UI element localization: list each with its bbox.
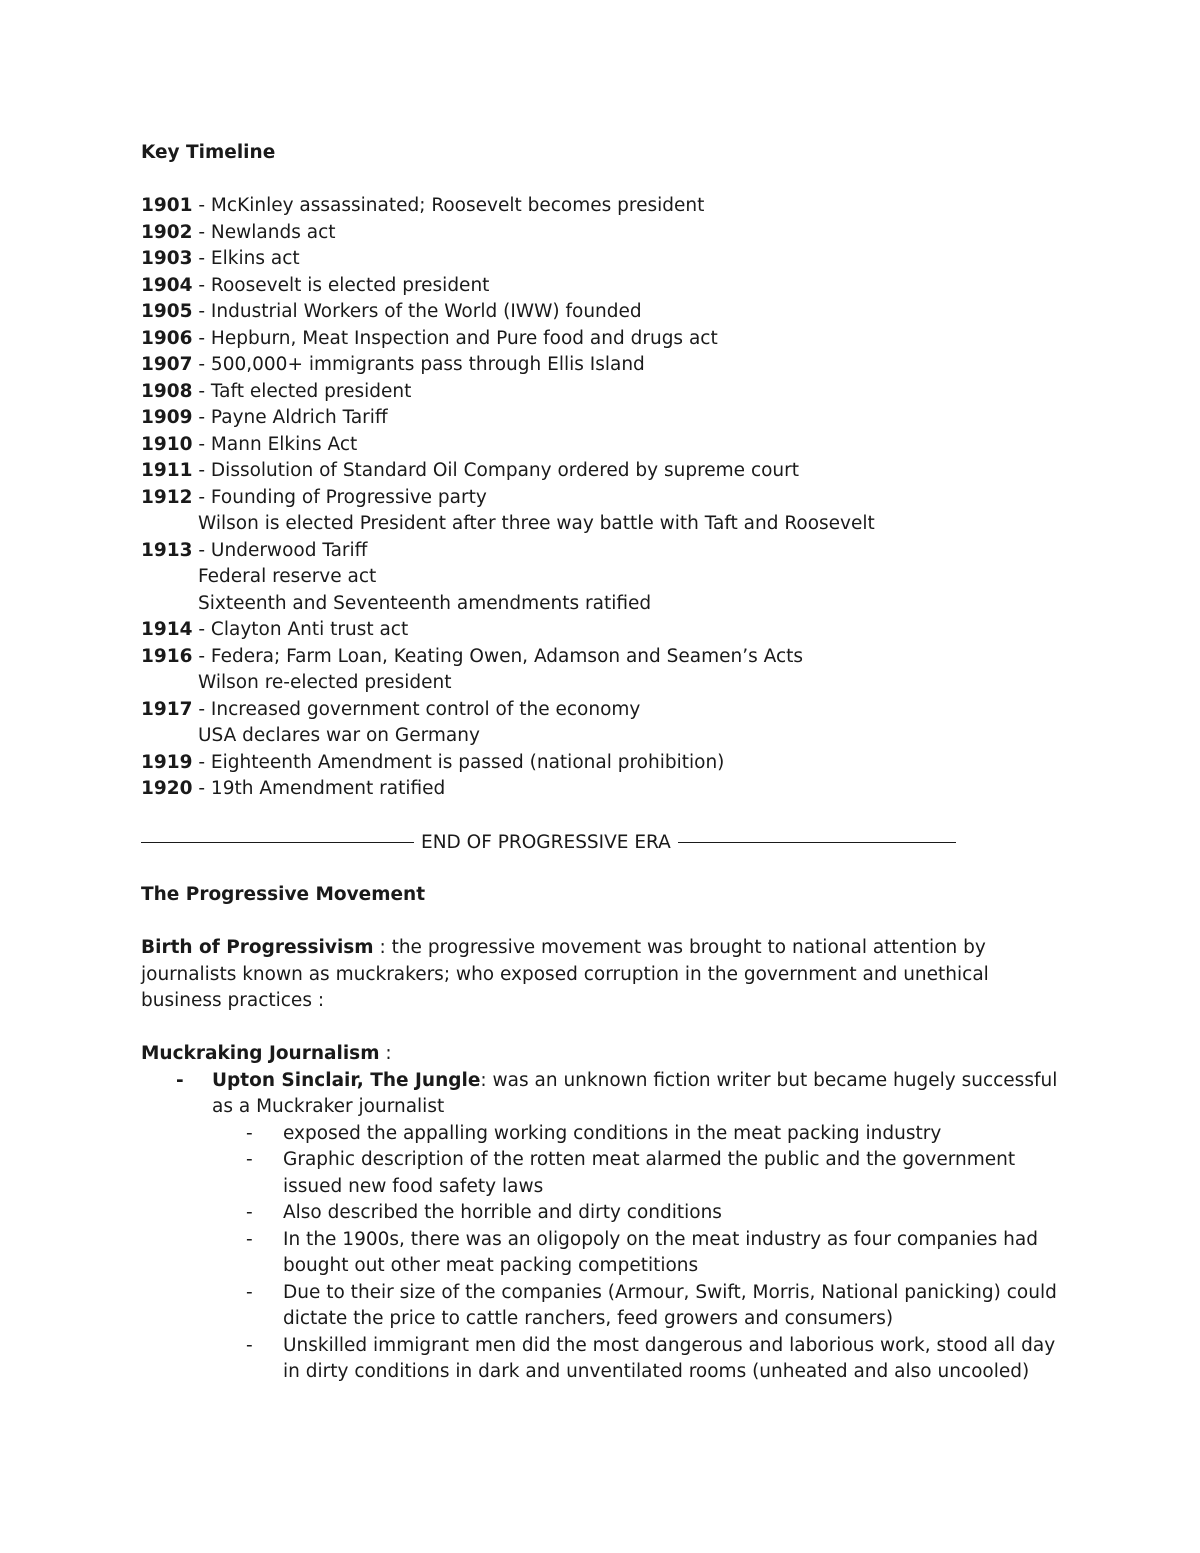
list-item	[141, 1068, 1071, 1121]
timeline-year: 1901	[141, 195, 193, 216]
timeline-text: - Founding of Progressive party	[192, 486, 487, 508]
timeline-year: 1920	[141, 778, 193, 799]
timeline-entry	[141, 326, 1071, 353]
sub-bullet-marker: -	[246, 1334, 253, 1356]
item-term: Upton Sinclair, The Jungle	[212, 1069, 481, 1091]
sub-item-text: exposed the appalling working conditions in the meat packing industry	[283, 1122, 942, 1144]
divider-label: END OF PROGRESSIVE ERA	[421, 831, 671, 853]
sub-item-text: In the 1900s, there was an oligopoly on the meat industry as four companies had bought out other meat packing competitions	[283, 1228, 1038, 1276]
bullet-marker: -	[176, 1069, 184, 1091]
spacer	[141, 1015, 1071, 1042]
muckraking-heading	[141, 1041, 1071, 1068]
timeline-year: 1902	[141, 221, 193, 243]
timeline-entry	[141, 379, 1071, 406]
divider-rule-left	[141, 842, 414, 843]
timeline-text: - Roosevelt is elected president	[192, 274, 490, 296]
timeline-year: 1912	[141, 486, 193, 508]
timeline-entry	[141, 273, 1071, 300]
timeline-year: 1910	[141, 433, 193, 455]
sub-list-item	[141, 1280, 1071, 1333]
timeline-entry	[141, 750, 1071, 777]
timeline-entry	[141, 485, 1071, 512]
timeline-entry	[141, 193, 1071, 220]
timeline-text: - Industrial Workers of the World (IWW) founded	[192, 301, 642, 322]
sub-list-item	[141, 1333, 1071, 1386]
sub-bullet-marker: -	[246, 1122, 253, 1144]
timeline-text: - Newlands act	[192, 221, 336, 243]
sub-list-item	[141, 1121, 1071, 1148]
timeline-year: 1913	[141, 539, 193, 561]
timeline-text: - Mann Elkins Act	[192, 433, 358, 455]
timeline-year: 1908	[141, 380, 193, 402]
timeline-text: - Payne Aldrich Tariff	[192, 407, 388, 428]
timeline-entry	[141, 697, 1071, 724]
timeline-year: 1907	[141, 354, 193, 375]
timeline-text: - Clayton Anti trust act	[192, 619, 409, 640]
sub-bullet-marker: -	[246, 1228, 253, 1250]
timeline-year: 1903	[141, 248, 193, 269]
timeline-year: 1914	[141, 619, 193, 640]
timeline-continuation: Sixteenth and Seventeenth amendments ratified	[198, 592, 652, 614]
timeline-entry	[141, 458, 1071, 485]
timeline-text: - Elkins act	[192, 248, 300, 269]
muckraking-term: Muckraking Journalism	[141, 1043, 380, 1064]
timeline-entry	[141, 617, 1071, 644]
timeline-year: 1911	[141, 460, 193, 481]
timeline-text: - Taft elected president	[192, 380, 412, 402]
timeline-year: 1905	[141, 301, 193, 322]
timeline-year: 1919	[141, 751, 193, 773]
spacer	[141, 909, 1071, 936]
birth-term: Birth of Progressivism	[141, 937, 374, 958]
timeline-text: - 19th Amendment ratified	[192, 778, 446, 799]
timeline-text: - Federa; Farm Loan, Keating Owen, Adamson and Seamen’s Acts	[192, 645, 804, 667]
timeline-continuation: Wilson is elected President after three way battle with Taft and Roosevelt	[198, 513, 875, 534]
timeline-entry	[141, 405, 1071, 432]
timeline-entry	[141, 246, 1071, 273]
timeline-text: - Eighteenth Amendment is passed (national prohibition)	[192, 751, 725, 773]
timeline-entry	[141, 299, 1071, 326]
timeline-text: - Increased government control of the economy	[192, 698, 641, 720]
timeline-continuation: Federal reserve act	[198, 566, 377, 587]
muckraking-suffix: :	[379, 1043, 392, 1064]
sub-list-item	[141, 1200, 1071, 1227]
timeline-text: - Underwood Tariff	[192, 539, 368, 561]
timeline-year: 1917	[141, 698, 193, 720]
timeline-entry	[141, 220, 1071, 247]
birth-text: : the progressive movement was brought to national attention by journalists known as muckrakers; who exposed corruption in the government and unethical business practices :	[141, 937, 989, 1011]
sub-list-item	[141, 1227, 1071, 1280]
timeline-year: 1906	[141, 327, 193, 349]
sub-item-text: Also described the horrible and dirty conditions	[283, 1202, 722, 1223]
timeline-title: Key Timeline	[141, 142, 276, 163]
section-title: The Progressive Movement	[141, 884, 426, 905]
sub-bullet-marker: -	[246, 1202, 253, 1223]
spacer	[141, 167, 1071, 194]
sub-list-item	[141, 1147, 1071, 1200]
sub-bullet-marker: -	[246, 1149, 253, 1170]
timeline-text: - Dissolution of Standard Oil Company ordered by supreme court	[192, 460, 800, 481]
timeline-year: 1909	[141, 407, 193, 428]
section-divider	[141, 829, 956, 856]
timeline-continuation: Wilson re-elected president	[198, 672, 452, 693]
timeline-year: 1916	[141, 645, 193, 667]
birth-paragraph	[141, 935, 1071, 1015]
timeline-entry	[141, 776, 1071, 803]
sub-item-text: Graphic description of the rotten meat alarmed the public and the government issued new food safety laws	[283, 1149, 1016, 1197]
timeline-list	[141, 193, 1071, 803]
spacer	[141, 856, 1071, 883]
timeline-continuation: USA declares war on Germany	[198, 725, 480, 746]
timeline-entry	[141, 538, 1071, 565]
timeline-year: 1904	[141, 274, 193, 296]
timeline-text: - 500,000+ immigrants pass through Ellis Island	[192, 354, 645, 375]
timeline-entry	[141, 644, 1071, 671]
sub-item-text: Due to their size of the companies (Armour, Swift, Morris, National panicking) could dictate the price to cattle ranchers, feed growers and consumers)	[283, 1281, 1057, 1329]
spacer	[141, 803, 1071, 830]
timeline-entry	[141, 352, 1071, 379]
sub-item-text: Unskilled immigrant men did the most dangerous and laborious work, stood all day in dirty conditions in dark and unventilated rooms (unheated and also uncooled)	[283, 1334, 1056, 1382]
timeline-entry	[141, 432, 1071, 459]
item-text: : was an unknown fiction writer but became hugely successful as a Muckraker journalist	[212, 1069, 1058, 1117]
document-page	[141, 140, 1071, 1386]
sub-bullet-marker: -	[246, 1281, 253, 1303]
divider-rule-right	[678, 842, 956, 843]
timeline-text: - McKinley assassinated; Roosevelt becomes president	[192, 195, 705, 216]
timeline-text: - Hepburn, Meat Inspection and Pure food and drugs act	[192, 327, 718, 349]
